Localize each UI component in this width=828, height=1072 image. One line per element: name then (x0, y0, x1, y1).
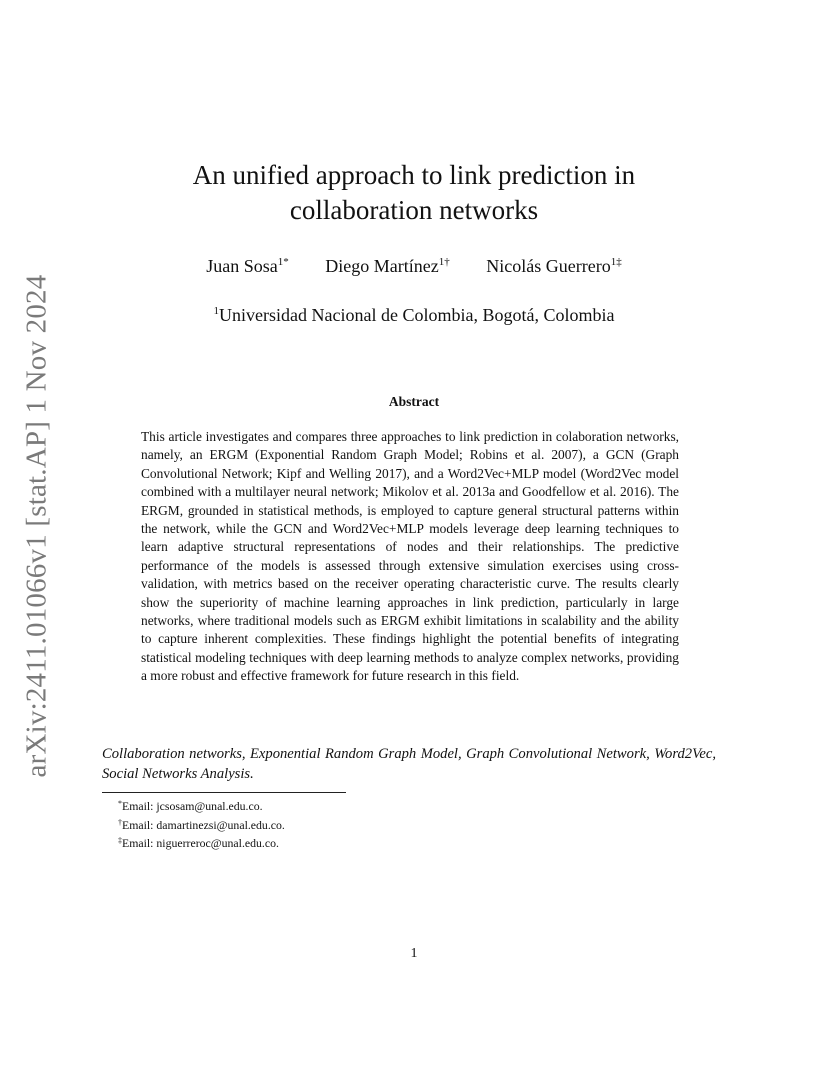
footnotes (118, 796, 285, 852)
affiliation-mark: 1 (213, 305, 220, 317)
affiliation (0, 305, 828, 326)
footnote-2 (118, 815, 285, 834)
footnote-3 (118, 833, 285, 852)
arxiv-identifier-stamp: arXiv:2411.01066v1 [stat.AP] 1 Nov 2024 (20, 274, 53, 778)
author-marks: 1‡ (610, 256, 622, 268)
footnote-text: Email: niguerreroc@unal.edu.co. (122, 836, 279, 850)
footnote-text: Email: damartinezsi@unal.edu.co. (122, 817, 285, 832)
author-name: Diego Martínez (325, 256, 439, 276)
footnote-mark: ‡ (118, 836, 122, 845)
footnote-1 (118, 796, 285, 815)
author-name: Juan Sosa (206, 256, 278, 276)
footnote-rule (102, 792, 346, 793)
footnote-mark: † (118, 817, 122, 827)
author-marks: 1† (438, 256, 450, 268)
affiliation-text: Universidad Nacional de Colombia, Bogotá, Colombia (219, 305, 615, 325)
author-3 (486, 256, 621, 277)
author-1 (206, 256, 289, 277)
paper-title (0, 158, 828, 228)
author-2 (325, 256, 449, 277)
author-name: Nicolás Guerrero (486, 256, 611, 276)
author-list (0, 256, 828, 277)
abstract-heading: Abstract (388, 394, 440, 409)
title-line-2: collaboration networks (289, 195, 539, 225)
keywords: Collaboration networks, Exponential Random Graph Model, Graph Convolutional Network, Word2Vec, Social Networks Analysis. (102, 746, 716, 782)
title-line-1: An unified approach to link prediction in (192, 160, 636, 190)
abstract-body: This article investigates and compares three approaches to link prediction in colaboration networks, namely, an ERGM (Exponential Random Graph Model; Robins et al. 2007), a GCN (Graph Convolutional Network; Kipf and Welling 2017), and a Word2Vec+MLP model (Word2Vec model combined with a multilayer neural network; Mikolov et al. 2013a and Goodfellow et al. 2016). The ERGM, grounded in statistical methods, is employed to capture general structural patterns within the network, while the GCN and Word2Vec+MLP models leverage deep learning techniques to learn adaptive structural representations of nodes and their relationships. The predictive performance of the models is assessed through extensive simulation exercises using cross-validation, with metrics based on the receiver operating characteristic curve. The results clearly show the superiority of machine learning approaches in link prediction, particularly in large networks, where traditional models such as ERGM exhibit limitations in scalability and the ability to capture inherent complexities. These findings highlight the potential benefits of integrating statistical modeling techniques with deep learning methods to analyze complex networks, providing a more robust and effective framework for future research in this field. (141, 429, 679, 684)
page-number: 1 (410, 946, 418, 961)
footnote-text: Email: jcsosam@unal.edu.co. (122, 799, 263, 813)
footnote-mark: * (118, 799, 122, 808)
author-marks: 1* (277, 256, 289, 268)
